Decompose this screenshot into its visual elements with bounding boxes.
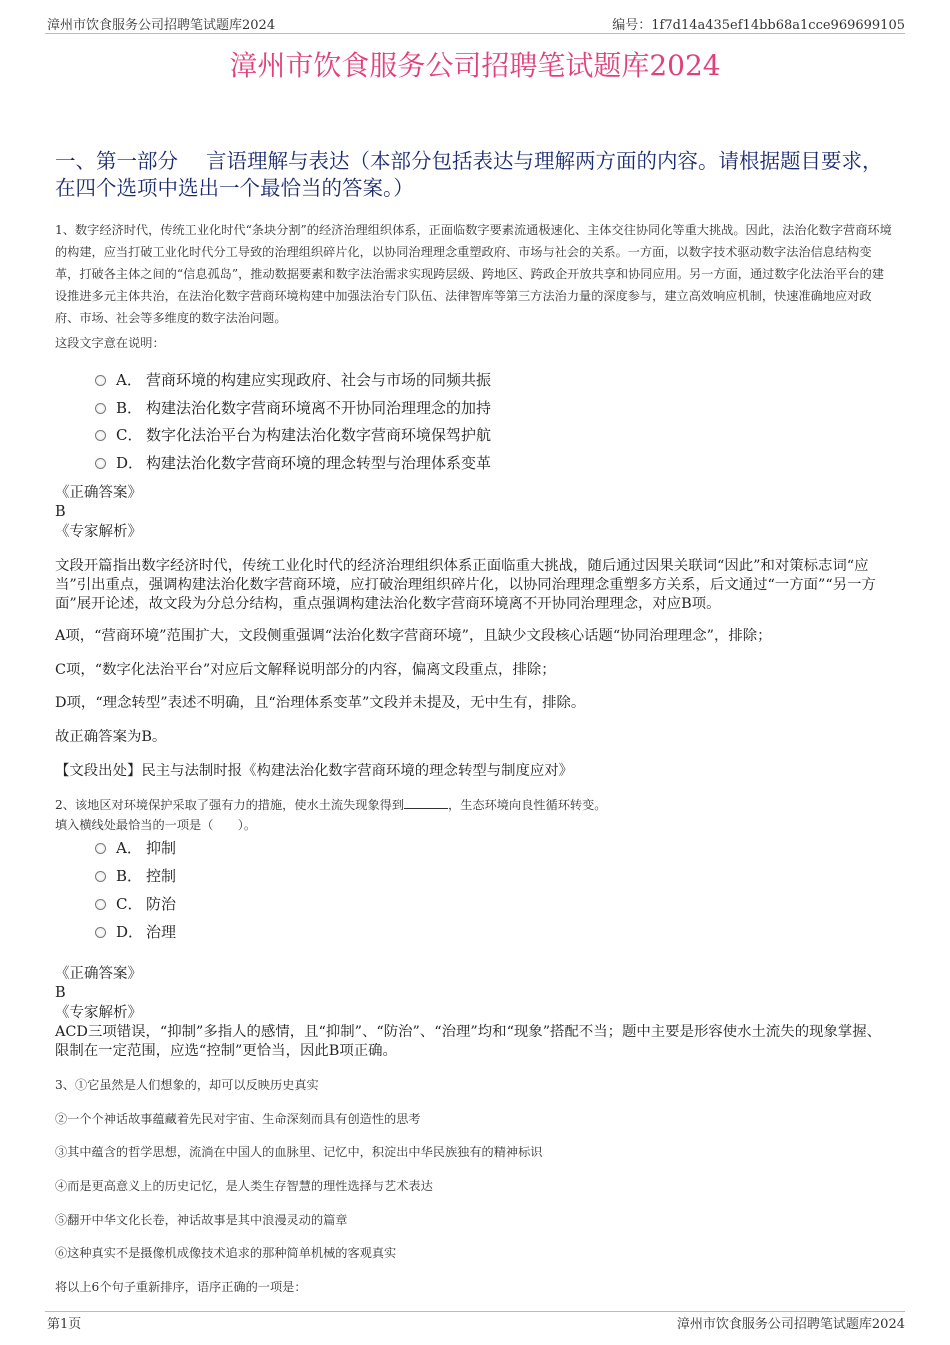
q2-analysis: ACD三项错误，“抑制”多指人的感情，且“抑制”、“防治”、“治理”均和“现象”搭配不当；题中主要是形容使水土流失的现象掌握、限制在一定范围，应选“控制”更恰当，因此B项正确。	[55, 1024, 882, 1059]
q2-stem-part1: 2、该地区对环境保护采取了强有力的措施，使水土流失现象得到	[55, 798, 405, 812]
q3-item-2: ②一个个神话故事蕴藏着先民对宇宙、生命深刻而具有创造性的思考	[55, 1112, 421, 1126]
q1-prompt: 这段文字意在说明：	[55, 336, 165, 350]
option-letter: D．	[116, 923, 144, 941]
q1-answer: B	[55, 504, 66, 520]
header-doc-id: 编号：1f7d14a435ef14bb68a1cce969699105	[612, 18, 905, 33]
q2-answer-label: 《正确答案》	[55, 966, 142, 982]
option-text: 控制	[146, 867, 177, 885]
q3-item-3: ③其中蕴含的哲学思想，流淌在中国人的血脉里、记忆中，积淀出中华民族独有的精神标识	[55, 1145, 543, 1159]
q3-item-5: ⑤翻开中华文化长卷，神话故事是其中浪漫灵动的篇章	[55, 1213, 348, 1227]
option-text: 治理	[146, 923, 177, 941]
q2-option-c[interactable]	[95, 893, 176, 915]
q1-option-c[interactable]	[95, 424, 491, 446]
q1-explain-a: A项，“营商环境”范围扩大，文段侧重强调“法治化数字营商环境”，且缺少文段核心话题“协同治理理念”，排除；	[55, 628, 772, 644]
option-letter: A．	[116, 371, 142, 389]
page-title: 漳州市饮食服务公司招聘笔试题库2024	[229, 49, 721, 82]
radio-icon[interactable]	[95, 899, 106, 910]
section-description: 言语理解与表达（本部分包括表达与理解两方面的内容。请根据题目要求，在四个选项中选出一个最恰当的答案。）	[55, 149, 883, 200]
option-letter: D．	[116, 454, 144, 472]
radio-icon[interactable]	[95, 927, 106, 938]
q1-explain-d: D项，“理念转型”表述不明确，且“治理体系变革”文段并未提及，无中生有，排除。	[55, 695, 586, 711]
q1-answer-label: 《正确答案》	[55, 485, 142, 501]
option-text: 抑制	[146, 839, 177, 857]
page-number: 第1页	[47, 1317, 82, 1332]
radio-icon[interactable]	[95, 403, 106, 414]
q1-analysis: 文段开篇指出数字经济时代，传统工业化时代的经济治理组织体系正面临重大挑战，随后通过因果关联词“因此”和对策标志词“应当”引出重点，强调构建法治化数字营商环境，应打破治理组织碎片化，以协同治理理念重塑多方关系，后文通过“一方面”“另一方面”展开论述，故文段为分总分结构，重点强调构建法治化数字营商环境离不开协同治理理念，对应B项。	[55, 558, 876, 612]
header-doc-title: 漳州市饮食服务公司招聘笔试题库2024	[47, 18, 276, 33]
q2-stem	[55, 795, 895, 816]
q1-analysis-label: 《专家解析》	[55, 524, 142, 540]
radio-icon[interactable]	[95, 843, 106, 854]
q1-option-a[interactable]	[95, 369, 491, 391]
radio-icon[interactable]	[95, 871, 106, 882]
section-part: 一、第一部分	[55, 149, 178, 173]
option-letter: B．	[116, 867, 143, 885]
q1-option-d[interactable]	[95, 452, 491, 474]
q1-explain-c: C项，“数字化法治平台”对应后文解释说明部分的内容，偏离文段重点，排除；	[55, 662, 556, 678]
q2-prompt: 填入横线处最恰当的一项是（ ）。	[55, 818, 257, 832]
option-text: 数字化法治平台为构建法治化数字营商环境保驾护航	[146, 426, 492, 444]
q2-option-b[interactable]	[95, 865, 176, 887]
option-letter: B．	[116, 399, 143, 417]
q3-item-6: ⑥这种真实不是摄像机成像技术追求的那种简单机械的客观真实	[55, 1246, 397, 1260]
q3-item-4: ④而是更高意义上的历史记忆，是人类生存智慧的理性选择与艺术表达	[55, 1179, 433, 1193]
radio-icon[interactable]	[95, 430, 106, 441]
radio-icon[interactable]	[95, 458, 106, 469]
option-text: 防治	[146, 895, 177, 913]
q2-analysis-label: 《专家解析》	[55, 1005, 142, 1021]
q1-source: 【文段出处】民主与法制时报《构建法治化数字营商环境的理念转型与制度应对》	[55, 763, 574, 779]
option-text: 营商环境的构建应实现政府、社会与市场的同频共振	[146, 371, 492, 389]
option-letter: C．	[116, 895, 143, 913]
q2-answer: B	[55, 985, 66, 1001]
option-letter: C．	[116, 426, 143, 444]
footer-divider	[45, 1311, 905, 1312]
q1-conclusion: 故正确答案为B。	[55, 729, 167, 745]
q2-option-a[interactable]	[95, 837, 176, 859]
radio-icon[interactable]	[95, 375, 106, 386]
q3-prompt: 将以上6个句子重新排序，语序正确的一项是：	[55, 1280, 307, 1294]
footer-doc-title: 漳州市饮食服务公司招聘笔试题库2024	[676, 1317, 905, 1332]
q1-option-b[interactable]	[95, 397, 491, 419]
option-letter: A．	[116, 839, 142, 857]
q2-option-d[interactable]	[95, 921, 176, 943]
option-text: 构建法治化数字营商环境离不开协同治理理念的加持	[146, 399, 492, 417]
q3-item-1: 3、①它虽然是人们想象的，却可以反映历史真实	[55, 1078, 319, 1092]
q1-stem: 1、数字经济时代，传统工业化时代“条块分割”的经济治理组织体系，正面临数字要素流通极速化、主体交往协同化等重大挑战。因此，法治化数字营商环境的构建，应当打破工业化时代分工导致的治理组织碎片化，以协同治理理念重塑政府、市场与社会的关系。一方面，以数字技术驱动数字法治信息结构变革，打破各主体之间的“信息孤岛”，推动数据要素和数字法治需求实现跨层级、跨地区、跨政企开放共享和协同应用。另一方面，通过数字化法治平台的建设推进多元主体共治，在法治化数字营商环境构建中加强法治专门队伍、法律智库等第三方法治力量的深度参与，建立高效响应机制，快速准确地应对政府、市场、社会等多维度的数字法治问题。	[55, 223, 892, 325]
fill-blank	[404, 796, 448, 809]
q2-stem-part2: ，生态环境向良性循环转变。	[448, 798, 607, 812]
section-heading	[55, 148, 895, 202]
header-divider	[45, 33, 905, 34]
option-text: 构建法治化数字营商环境的理念转型与治理体系变革	[146, 454, 492, 472]
